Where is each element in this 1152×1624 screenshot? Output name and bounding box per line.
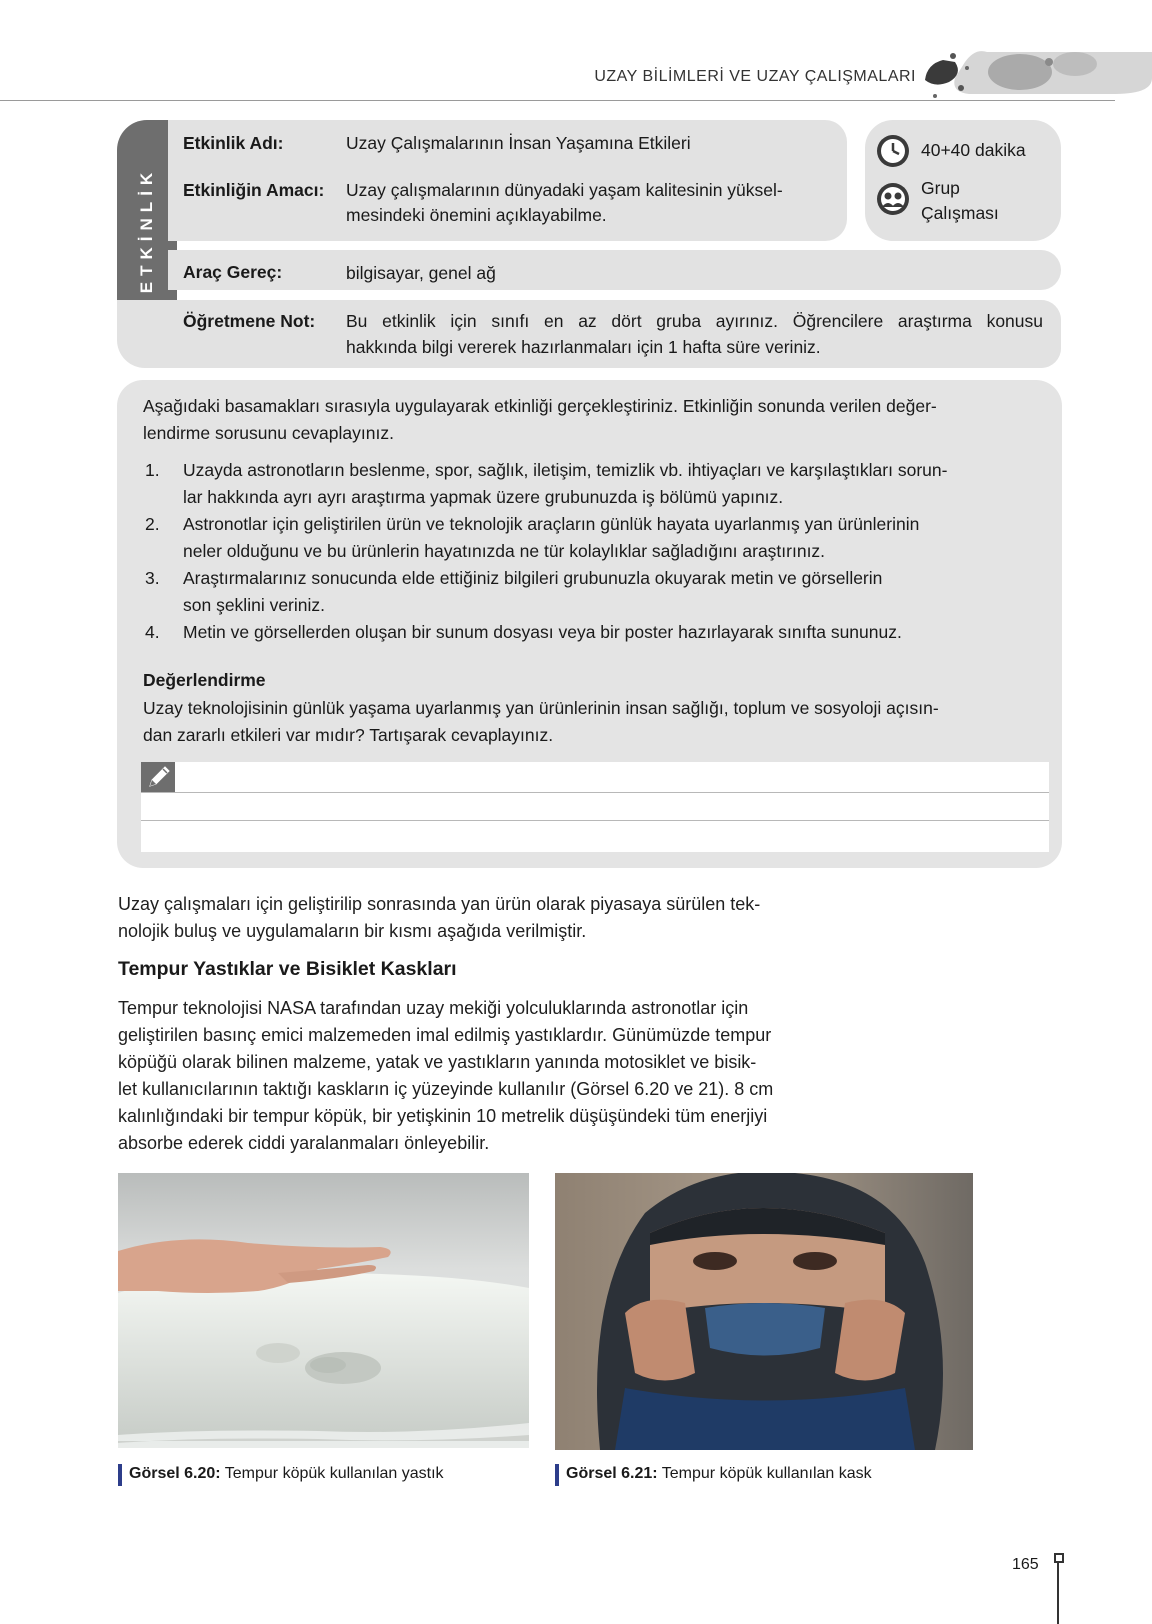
figure-caption-pillow: [129, 1465, 444, 1483]
paragraph-line: Tempur teknolojisi NASA tarafından uzay mekiği yolculuklarında astronotlar için: [118, 998, 749, 1018]
clock-icon: [876, 134, 910, 168]
page-marker-square: [1054, 1553, 1064, 1563]
group-icon: [876, 182, 910, 216]
steps-intro-line1: Aşağıdaki basamakları sırasıyla uygulayarak etkinliği gerçekleştiriniz. Etkinliğin sonunda verilen değer-: [143, 396, 937, 416]
body-intro: [118, 891, 760, 945]
step-number: 4.: [145, 622, 160, 642]
step-text-line2: lar hakkında ayrı ayrı araştırma yapmak üzere grubunuzda iş bölümü yapınız.: [183, 487, 784, 507]
evaluation-question: [143, 695, 1048, 749]
figure-caption-helmet: [566, 1465, 872, 1483]
tools-label: Araç Gereç:: [183, 262, 283, 282]
activity-purpose-label: Etkinliğin Amacı:: [183, 180, 325, 200]
activity-purpose-line2: mesindeki önemini açıklayabilme.: [346, 205, 607, 225]
step-text-line2: son şeklini veriniz.: [183, 595, 325, 615]
step-number: 2.: [145, 514, 160, 534]
step-item: [145, 511, 1050, 565]
caption-marker: [555, 1464, 559, 1486]
activity-purpose-line1: Uzay çalışmalarının dünyadaki yaşam kalitesinin yüksel-: [346, 180, 783, 200]
teacher-note-line1: Bu etkinlik için sınıfı en az dört gruba ayırınız. Öğrencilere araştırma konusu: [346, 311, 1043, 331]
step-text-line1: Araştırmalarınız sonucunda elde ettiğiniz bilgileri grubunuzla okuyarak metin ve görsellerin: [183, 568, 883, 588]
steps-list: [145, 457, 1050, 646]
steps-intro-line2: lendirme sorusunu cevaplayınız.: [143, 423, 394, 443]
step-number: 3.: [145, 568, 160, 588]
foam-pillow-illustration: [118, 1173, 529, 1448]
teacher-note-label: Öğretmene Not:: [183, 311, 316, 331]
page-number: 165: [1012, 1556, 1039, 1573]
helmet-illustration: [555, 1173, 973, 1450]
tools-value: bilgisayar, genel ağ: [346, 263, 496, 283]
body-intro-line2: nolojik buluş ve uygulamaların bir kısmı aşağıda verilmiştir.: [118, 921, 587, 941]
paragraph-line: geliştirilen basınç emici malzemeden imal edilmiş yastıklardır. Günümüzde tempur: [118, 1025, 772, 1045]
tools-row: [168, 250, 1061, 290]
caption-marker: [118, 1464, 122, 1486]
answer-area[interactable]: [141, 762, 1049, 852]
paragraph-line: absorbe ederek ciddi yaralanmaları önleyebilir.: [118, 1133, 490, 1153]
steps-intro: [143, 393, 1048, 447]
evaluation-line1: Uzay teknolojisinin günlük yaşama uyarlanmış yan ürünlerinin insan sağlığı, toplum ve sosyoloji açısın-: [143, 698, 939, 718]
step-text-line1: Uzayda astronotların beslenme, spor, sağlık, iletişim, temizlik vb. ihtiyaçları ve karşılaştıkları sorun-: [183, 460, 948, 480]
page-marker-line: [1057, 1563, 1059, 1624]
paragraph-line: let kullanıcılarının taktığı kaskların iç yüzeyinde kullanılır (Görsel 6.20 ve 21). 8 cm: [118, 1079, 774, 1099]
section-paragraph: [118, 995, 773, 1157]
activity-tab-text: ETKİNLİK: [137, 166, 157, 294]
step-item: [145, 619, 1050, 646]
activity-name-value: Uzay Çalışmalarının İnsan Yaşamına Etkileri: [346, 133, 691, 153]
paragraph-line: kalınlığındaki bir tempur köpük, bir yetişkinin 10 metrelik düşüşündeki tüm enerjiyi: [118, 1106, 768, 1126]
foam-pillow-photo: [118, 1173, 529, 1448]
answer-line: [141, 820, 1049, 821]
helmet-photo: [555, 1173, 973, 1450]
teacher-note-line2: hakkında bilgi vererek hazırlanmaları için 1 hafta süre veriniz.: [346, 337, 821, 357]
section-subheading: Tempur Yastıklar ve Bisiklet Kaskları: [118, 958, 457, 980]
group-work-line2: Çalışması: [921, 203, 999, 223]
duration-text: 40+40 dakika: [921, 140, 1026, 160]
header-decoration-graphic: [925, 48, 1152, 108]
body-intro-line1: Uzay çalışmaları için geliştirilip sonrasında yan ürün olarak piyasaya sürülen tek-: [118, 894, 761, 914]
step-number: 1.: [145, 460, 160, 480]
activity-name-label: Etkinlik Adı:: [183, 133, 284, 153]
step-text-line1: Metin ve görsellerden oluşan bir sunum dosyası veya bir poster hazırlayarak sınıfta sununuz.: [183, 622, 902, 642]
step-item: [145, 565, 1050, 619]
step-item: [145, 457, 1050, 511]
figure-label: Görsel 6.21:: [566, 1465, 658, 1482]
pencil-icon-box: [141, 762, 175, 792]
figure-caption-text: Tempur köpük kullanılan yastık: [220, 1465, 444, 1482]
figure-label: Görsel 6.20:: [129, 1465, 221, 1482]
pencil-icon: [141, 762, 175, 792]
evaluation-title: Değerlendirme: [143, 670, 266, 690]
step-text-line2: neler olduğunu ve bu ürünlerin hayatınızda ne tür kolaylıklar sağladığını araştırınız.: [183, 541, 826, 561]
answer-line: [141, 792, 1049, 793]
header-title: UZAY BİLİMLERİ VE UZAY ÇALIŞMALARI: [594, 68, 916, 85]
paragraph-line: köpüğü olarak bilinen malzeme, yatak ve yastıkların yanında motosiklet ve bisik-: [118, 1052, 757, 1072]
group-work-line1: Grup: [921, 178, 960, 198]
step-text-line1: Astronotlar için geliştirilen ürün ve teknolojik araçların günlük hayata uyarlanmış yan ürünlerinin: [183, 514, 920, 534]
evaluation-line2: dan zararlı etkileri var mıdır? Tartışarak cevaplayınız.: [143, 725, 554, 745]
figure-caption-text: Tempur köpük kullanılan kask: [657, 1465, 872, 1482]
